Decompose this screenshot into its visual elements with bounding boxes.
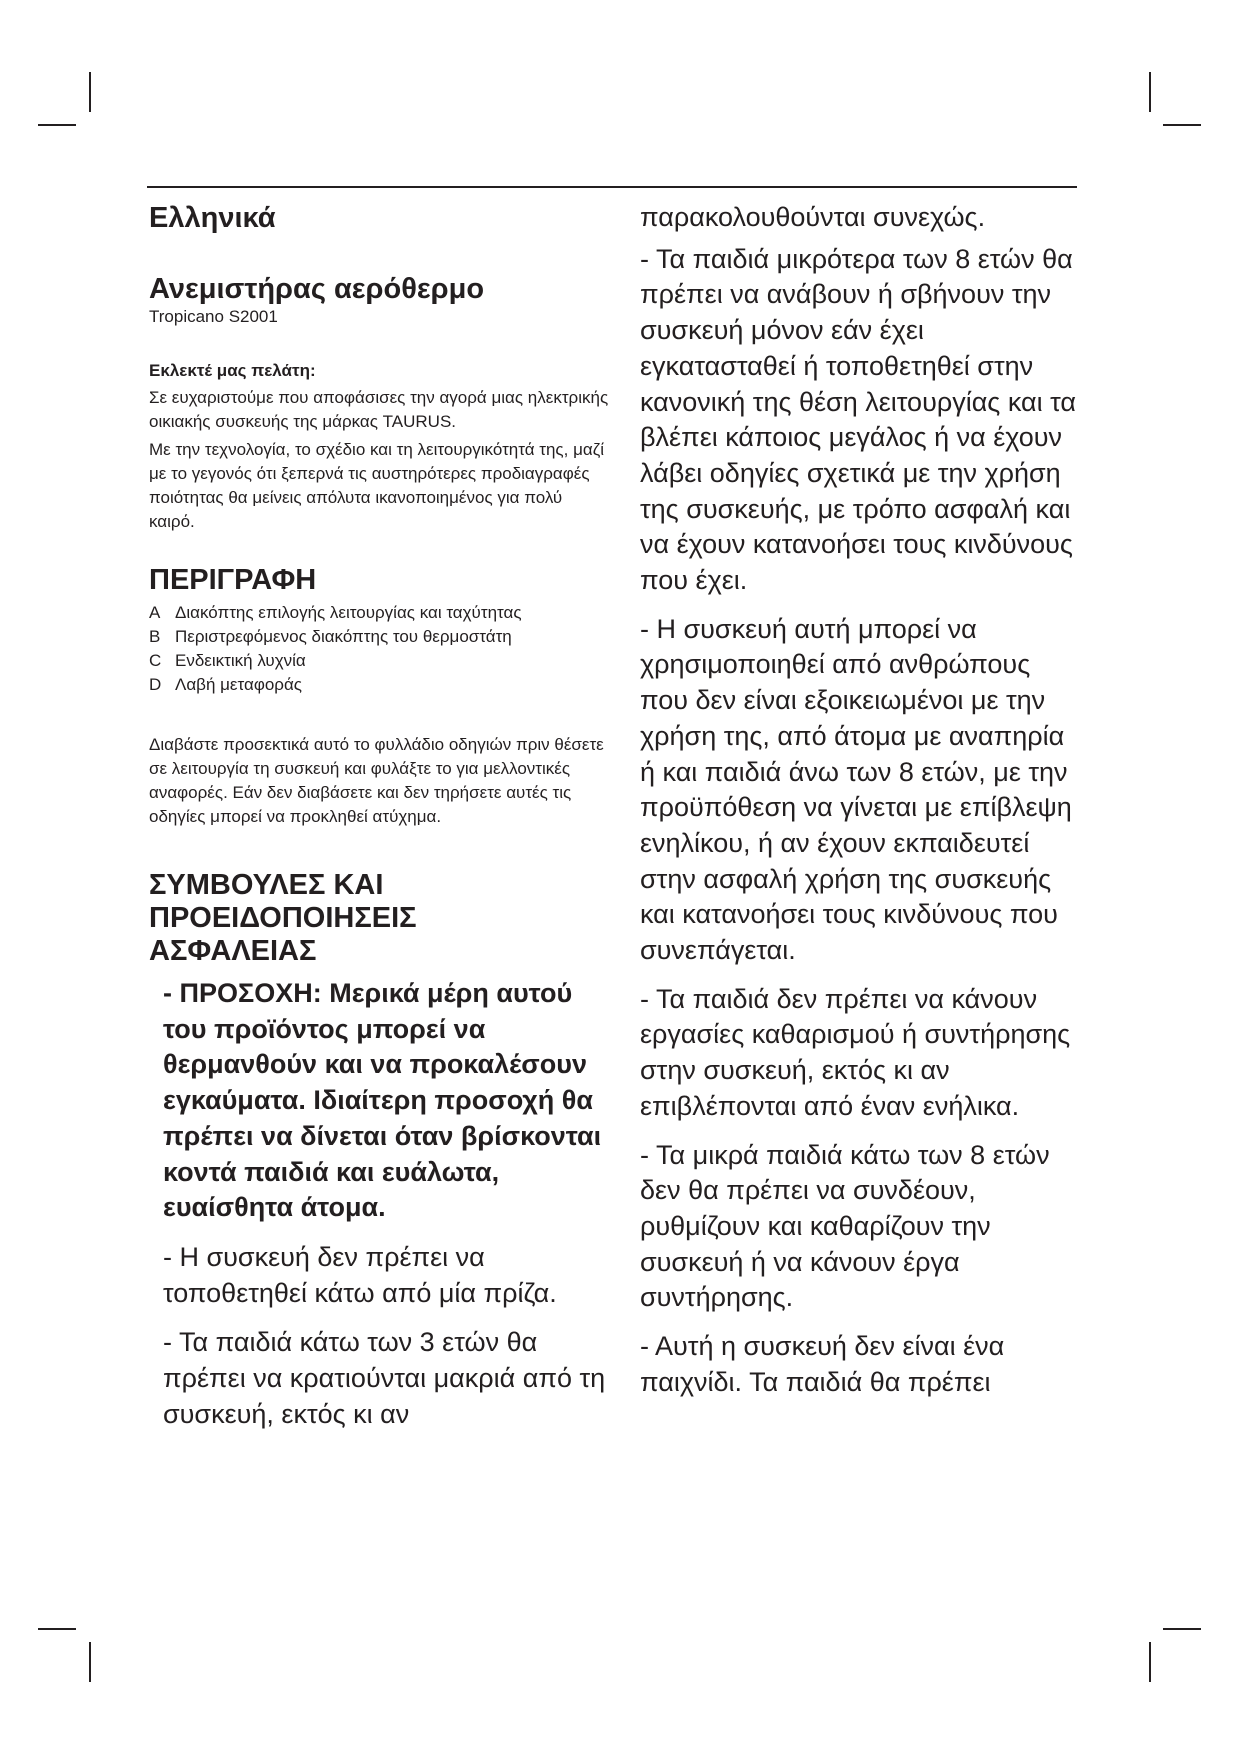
description-item (149, 625, 609, 649)
model-name: Tropicano S2001 (149, 307, 278, 326)
greeting-paragraph-1: Σε ευχαριστούμε που αποφάσισες την αγορά μιας ηλεκτρικής οικιακής συσκευής της μάρκας TAURUS. (149, 388, 609, 431)
description-item-letter: B (149, 627, 161, 646)
crop-mark-bottom-right-horizontal (1163, 1628, 1201, 1630)
safety-item-small-children: - Τα μικρά παιδιά κάτω των 8 ετών δεν θα πρέπει να συνδέουν, ρυθμίζουν και καθαρίζουν την συσκευή ή να κάνουν έργα συντήρησης. (640, 1139, 1050, 1313)
description-item-letter: C (149, 651, 162, 670)
read-instructions-note: Διαβάστε προσεκτικά αυτό το φυλλάδιο οδηγιών πριν θέσετε σε λειτουργία τη συσκευή και φυλάξτε το για μελλοντικές αναφορές. Εάν δεν διαβάσετε και δεν τηρήσετε αυτές τις οδηγίες μπορεί να προκληθεί ατύχημα. (149, 735, 604, 826)
safety-item-reduced-capabilities: - Η συσκευή αυτή μπορεί να χρησιμοποιηθεί από ανθρώπους που δεν είναι εξοικειωμένοι με την χρήση της, από άτομα με αναπηρία ή και παιδιά άνω των 8 ετών, με την προϋπόθεση να γίνεται με επίβλεψη ενηλίκου, ή αν έχουν εκπαιδευτεί στην ασφαλή χρήση της συσκευής και κατανοήσει τους κινδύνους που συνεπάγεται. (640, 613, 1072, 966)
right-column (640, 200, 1080, 1414)
greeting-paragraph-2: Με την τεχνολογία, το σχέδιο και τη λειτουργικότητά της, μαζί με το γεγονός ότι ξεπερνά τις αυστηρότερες προδιαγραφές ποιότητας θα μείνεις απόλυτα ικανοποιημένος για πολύ καιρό. (149, 440, 604, 531)
safety-item-cleaning: - Τα παιδιά δεν πρέπει να κάνουν εργασίες καθαρισμού ή συντήρησης στην συσκευή, εκτός κι αν επιβλέπονται από έναν ενήλικα. (640, 983, 1071, 1121)
greeting-title: Εκλεκτέ μας πελάτη: (149, 361, 316, 380)
crop-mark-bottom-left-vertical (89, 1642, 91, 1682)
crop-mark-top-left-horizontal (38, 124, 76, 126)
left-column (149, 200, 609, 1446)
safety-heading-line-2: ΠΡΟΕΙΔΟΠΟΙΗΣΕΙΣ (149, 902, 417, 934)
safety-item-children-under-8: - Τα παιδιά μικρότερα των 8 ετών θα πρέπει να ανάβουν ή σβήνουν την συσκευή μόνον εάν έχει εγκατασταθεί ή τοποθετηθεί στην κανονική της θέση λειτουργίας και τα βλέπει κάποιος μεγάλος ή να έχουν λάβει οδηγίες σχετικά με την χρήση της συσκευής, με τρόπο ασφαλή και να έχουν κατανοήσει τους κινδύνους που έχει. (640, 243, 1076, 596)
description-item (149, 673, 609, 697)
language-heading: Ελληνικά (149, 202, 276, 234)
product-title: Ανεμιστήρας αερόθερμο (149, 273, 485, 305)
description-item (149, 649, 609, 673)
safety-heading (149, 869, 609, 968)
burn-warning: - ΠΡΟΣΟΧΗ: Μερικά μέρη αυτού του προϊόντος μπορεί να θερμανθούν και να προκαλέσουν εγκαύματα. Ιδιαίτερη προσοχή θα πρέπει να δίνεται όταν βρίσκονται κοντά παιδιά και ευάλωτα, ευαίσθητα άτομα. (163, 978, 602, 1223)
description-list (149, 601, 609, 697)
header-rule (147, 186, 1077, 188)
crop-mark-bottom-left-horizontal (38, 1628, 76, 1630)
description-item (149, 601, 609, 625)
description-item-text: Λαβή μεταφοράς (175, 675, 302, 694)
safety-heading-line-3: ΑΣΦΑΛΕΙΑΣ (149, 935, 317, 967)
crop-mark-top-left-vertical (89, 72, 91, 112)
description-item-text: Ενδεικτική λυχνία (175, 651, 306, 670)
crop-mark-top-right-horizontal (1163, 124, 1201, 126)
description-item-letter: A (149, 603, 161, 622)
safety-item-socket: - Η συσκευή δεν πρέπει να τοποθετηθεί κάτω από μία πρίζα. (163, 1241, 557, 1308)
safety-item-not-a-toy: - Αυτή η συσκευή δεν είναι ένα παιχνίδι. Τα παιδιά θα πρέπει (640, 1331, 1005, 1397)
safety-item-children-under-3: - Τα παιδιά κάτω των 3 ετών θα πρέπει να κρατιούνται μακριά από τη συσκευή, εκτός κι αν (163, 1327, 606, 1429)
description-item-letter: D (149, 675, 162, 694)
safety-heading-line-1: ΣΥΜΒΟΥΛΕΣ ΚΑΙ (149, 869, 384, 901)
crop-mark-bottom-right-vertical (1149, 1642, 1151, 1682)
continuation-text: παρακολουθούνται συνεχώς. (640, 202, 986, 232)
description-heading: ΠΕΡΙΓΡΑΦΗ (149, 564, 317, 596)
crop-mark-top-right-vertical (1149, 72, 1151, 112)
description-item-text: Περιστρεφόμενος διακόπτης του θερμοστάτη (175, 627, 512, 646)
description-item-text: Διακόπτης επιλογής λειτουργίας και ταχύτητας (175, 603, 522, 622)
